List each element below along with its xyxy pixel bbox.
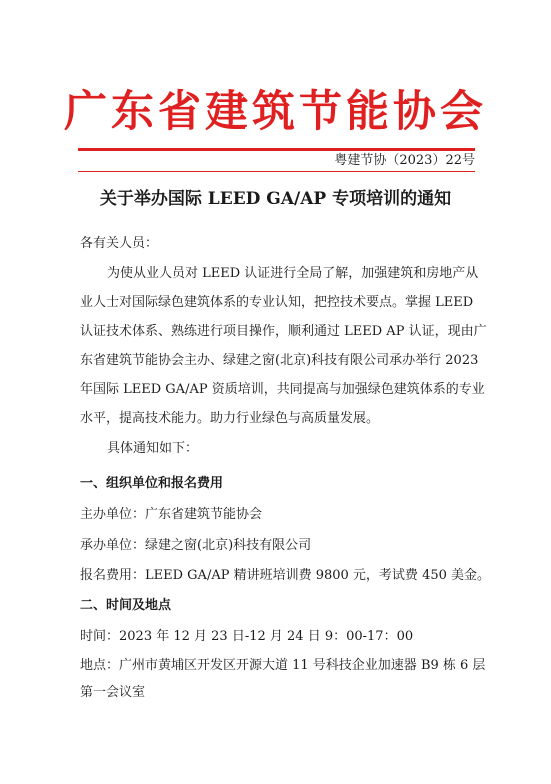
section-heading-organizers: 一、组织单位和报名费用 (80, 476, 224, 491)
notice-title: 关于举办国际 LEED GA/AP 专项培训的通知 (99, 189, 452, 209)
host-unit: 主办单位：广东省建筑节能协会 (80, 507, 263, 522)
intro-line: 业人士对国际绿色建筑体系的专业认知，把控技术要点。掌握 LEED (80, 295, 474, 310)
red-rule-thick (78, 148, 475, 151)
intro-line: 东省建筑节能协会主办、绿建之窗(北京)科技有限公司承办举行 2023 (80, 353, 479, 368)
intro-line: 水平，提高技术能力。助力行业绿色与高质量发展。 (80, 411, 380, 426)
event-location-room: 第一会议室 (80, 685, 146, 700)
org-name-heading: 广东省建筑节能协会 (64, 87, 487, 137)
salutation: 各有关人员： (80, 236, 159, 251)
event-time: 时间：2023 年 12 月 23 日-12 月 24 日 9：00-17：00 (80, 629, 414, 644)
notice-intro: 具体通知如下： (107, 441, 199, 456)
intro-line: 为使从业人员对 LEED 认证进行全局了解，加强建筑和房地产从 (107, 266, 479, 281)
doc-number: 粤建节协（2023）22号 (334, 153, 475, 168)
organizer-unit: 承办单位：绿建之窗(北京)科技有限公司 (80, 538, 312, 553)
registration-fee: 报名费用：LEED GA/AP 精讲班培训费 9800 元，考试费 450 美金。 (80, 568, 491, 583)
section-heading-time-location: 二、时间及地点 (80, 598, 172, 613)
red-rule-thin (78, 171, 475, 172)
intro-line: 认证技术体系、熟练进行项目操作，顺利通过 LEED AP 认证，现由广 (80, 324, 487, 339)
intro-line: 年国际 LEED GA/AP 资质培训，共同提高与加强绿色建筑体系的专业 (80, 382, 485, 397)
event-location: 地点：广州市黄埔区开发区开源大道 11 号科技企业加速器 B9 栋 6 层 (80, 658, 486, 673)
